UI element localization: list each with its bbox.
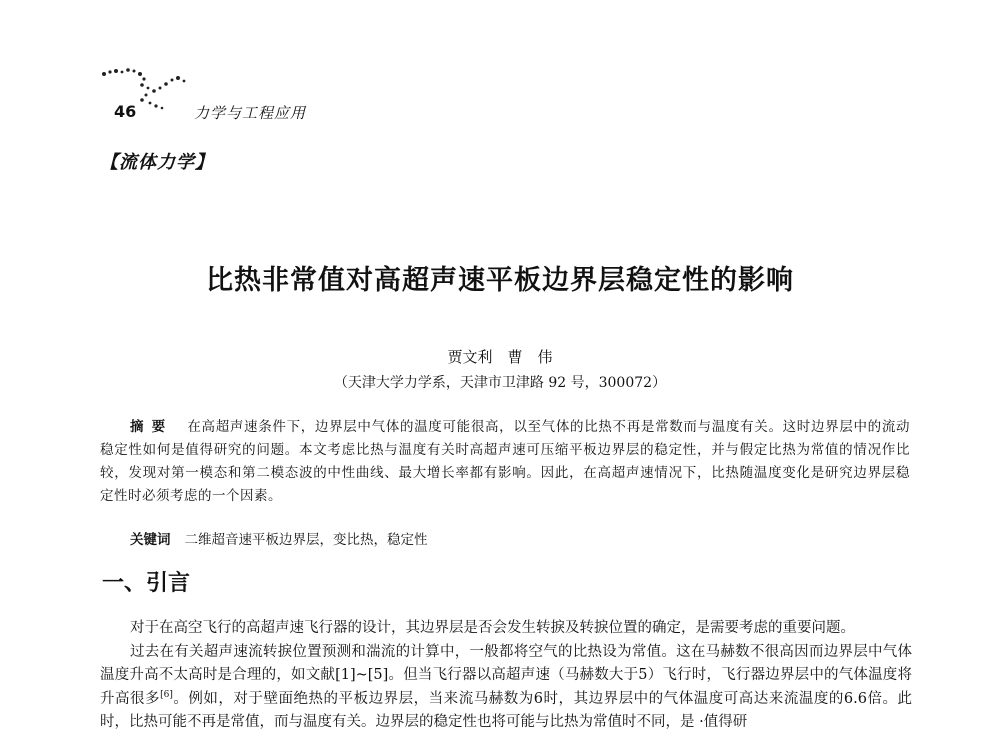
paragraph [100, 641, 912, 735]
abstract [100, 416, 910, 508]
citation-ref: [6] [160, 689, 173, 700]
keywords [130, 528, 428, 548]
body-text [100, 617, 912, 735]
abstract-label: 摘要 [130, 419, 174, 435]
page-header [98, 62, 398, 122]
affiliation: （天津大学力学系，天津市卫津路 92 号，300072） [333, 375, 667, 391]
paragraph-text: 过去在有关超声速流转捩位置预测和湍流的计算中，一般都将空气的比热设为常值。这在马赫数不很高因而边界层中气体温度升高不太高时是合理的，如文献[1]~[5]。但当飞行器以高超声速（马赫数大于5）飞行时，飞行器边界层中的气体温度将升高很多 [100, 643, 912, 707]
section-tag: 【流体力学】 [100, 152, 214, 173]
authors: 贾文利 曹 伟 [447, 348, 553, 366]
paper-title: 比热非常值对高超声速平板边界层稳定性的影响 [206, 265, 794, 296]
page-number: 46 [114, 102, 137, 121]
section-heading: 一、引言 [102, 571, 191, 596]
keywords-label: 关键词 [130, 532, 171, 548]
paragraph-text: 。例如，对于壁面绝热的平板边界层，当来流马赫数为6时，其边界层中的气体温度可高达来流温度的6.6倍。此时，比热可能不再是常值，而与温度有关。边界层的稳定性也将可能与比热为常值时不同，是 ·值得研 [100, 690, 913, 730]
journal-name: 力学与工程应用 [194, 104, 307, 122]
abstract-text: 在高超声速条件下，边界层中气体的温度可能很高，以至气体的比热不再是常数而与温度有关。这时边界层中的流动稳定性如何是值得研究的问题。本文考虑比热与温度有关时高超声速可压缩平板边界层的稳定性，并与假定比热为常值的情况作比较，发现对第一模态和第二模态波的中性曲线、最大增长率都有影响。因此，在高超声速情况下，比热随温度变化是研究边界层稳定性时必须考虑的一个因素。 [100, 419, 911, 504]
paragraph: 对于在高空飞行的高超声速飞行器的设计，其边界层是否会发生转捩及转捩位置的确定，是需要考虑的重要问题。 [130, 620, 855, 636]
keywords-text: 二维超音速平板边界层，变比热，稳定性 [184, 532, 428, 548]
